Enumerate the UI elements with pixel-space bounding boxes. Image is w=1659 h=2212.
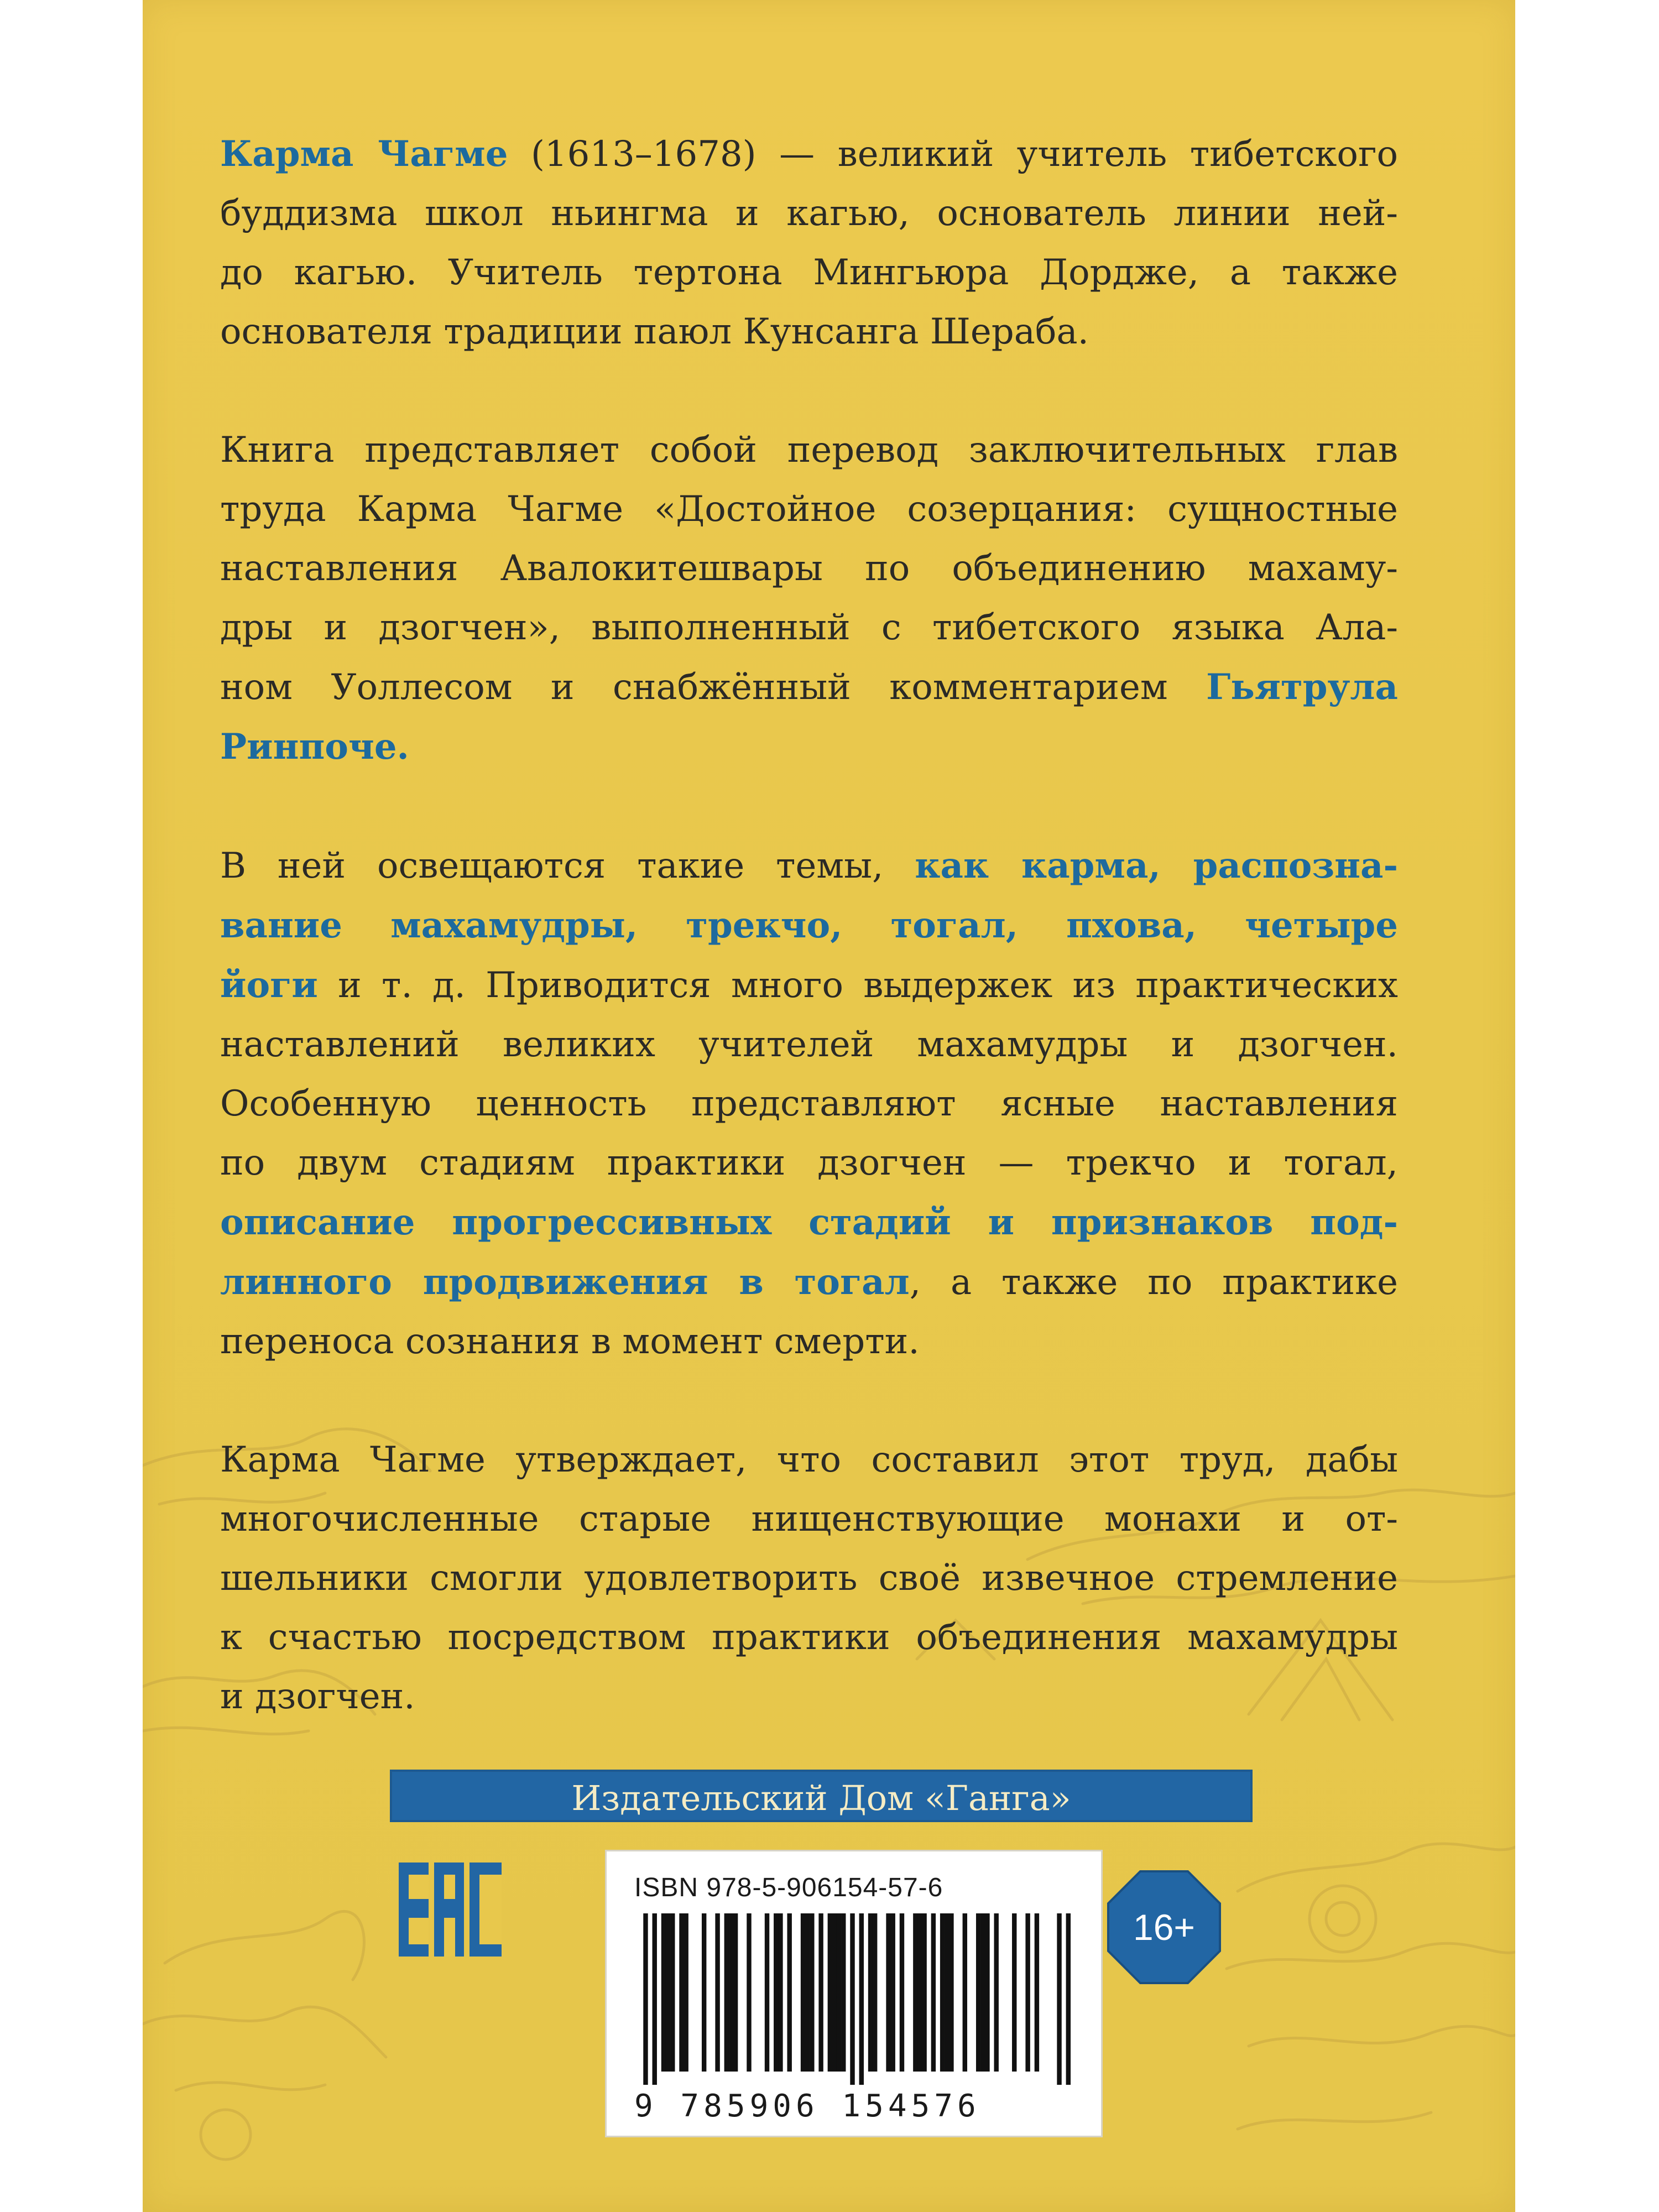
barcode-bar bbox=[890, 1913, 895, 2072]
text-segment: ном Уоллесом и снабжённый комментарием bbox=[220, 667, 1207, 708]
text-line bbox=[220, 302, 1398, 362]
barcode-bar bbox=[931, 1913, 936, 2072]
barcode-bar bbox=[729, 1913, 733, 2072]
text-line bbox=[220, 539, 1398, 598]
text-line bbox=[220, 836, 1398, 896]
text-line bbox=[220, 1431, 1398, 1490]
barcode-bar bbox=[900, 1913, 904, 2072]
text-segment: переноса сознания в момент смерти. bbox=[220, 1321, 920, 1362]
barcode-bar bbox=[679, 1913, 684, 2072]
text-segment: дры и дзогчен», выполненный с тибетского языка Ала- bbox=[220, 607, 1398, 648]
barcode-bar bbox=[985, 1913, 989, 2072]
text-line bbox=[220, 480, 1398, 539]
text-line bbox=[220, 421, 1398, 480]
text-line bbox=[220, 658, 1398, 717]
barcode-bar bbox=[873, 1913, 877, 2072]
highlighted-text: Гьятрула bbox=[1206, 666, 1398, 708]
barcode-bar bbox=[837, 1913, 841, 2072]
text-segment: наставлений великих учителей махамудры и дзогчен. bbox=[220, 1024, 1398, 1065]
barcode-bar bbox=[976, 1913, 980, 2072]
barcode-bar bbox=[994, 1913, 999, 2072]
paragraph bbox=[220, 421, 1398, 777]
barcode-bar bbox=[666, 1913, 670, 2072]
barcode-bar bbox=[828, 1913, 832, 2072]
barcode-bar bbox=[702, 1913, 706, 2072]
barcode-bar bbox=[787, 1913, 791, 2072]
barcode-bar bbox=[661, 1913, 666, 2072]
text-line bbox=[220, 1253, 1398, 1312]
text-segment: наставления Авалокитешвары по объединению махаму- bbox=[220, 548, 1398, 589]
barcode-bar bbox=[1057, 1913, 1061, 2085]
text-line bbox=[220, 1608, 1398, 1667]
eac-mark-icon bbox=[394, 1858, 505, 1960]
publisher-banner: Издательский Дом «Ганга» bbox=[390, 1770, 1253, 1822]
barcode-bar bbox=[818, 1913, 823, 2072]
text-line bbox=[220, 1015, 1398, 1074]
highlighted-text: как карма, распозна- bbox=[915, 845, 1399, 886]
text-segment: (1613–1678) — великий учитель тибетского bbox=[508, 134, 1398, 175]
barcode-bar bbox=[1025, 1913, 1030, 2072]
text-line bbox=[220, 717, 1398, 777]
description-text bbox=[220, 124, 1398, 1786]
barcode-bar bbox=[805, 1913, 810, 2072]
barcode-bar bbox=[765, 1913, 769, 2072]
text-segment: Особенную ценность представляют ясные наставления bbox=[220, 1083, 1398, 1124]
text-segment: Книга представляет собой перевод заключительных глав bbox=[220, 430, 1398, 471]
barcode-bar bbox=[832, 1913, 837, 2072]
text-segment: , а также по практике bbox=[909, 1262, 1399, 1303]
barcode-bar bbox=[940, 1913, 945, 2072]
highlighted-text: вание махамудры, трекчо, тогал, пхова, четыре bbox=[220, 905, 1398, 946]
text-line bbox=[220, 1074, 1398, 1134]
text-segment: и дзогчен. bbox=[220, 1676, 415, 1717]
text-segment: буддизма школ ньингма и кагью, основатель линии ней- bbox=[220, 193, 1398, 234]
barcode-bar bbox=[774, 1913, 778, 2072]
barcode-bar bbox=[670, 1913, 675, 2072]
text-line bbox=[220, 1134, 1398, 1193]
barcode-bar bbox=[1012, 1913, 1016, 2072]
text-segment: Карма Чагме утверждает, что составил этот труд, дабы bbox=[220, 1439, 1398, 1480]
paragraph bbox=[220, 1431, 1398, 1726]
highlighted-text: описание прогрессивных стадий и признаков под- bbox=[220, 1202, 1398, 1243]
barcode-bar bbox=[715, 1913, 719, 2072]
highlighted-text: Ринпоче. bbox=[220, 726, 409, 768]
barcode-bar bbox=[917, 1913, 922, 2072]
barcode-bar bbox=[913, 1913, 917, 2072]
barcode-bar bbox=[724, 1913, 729, 2072]
barcode-bar bbox=[841, 1913, 846, 2072]
paragraph bbox=[220, 124, 1398, 362]
highlighted-text: Карма Чагме bbox=[220, 133, 508, 175]
text-line bbox=[220, 1549, 1398, 1608]
barcode-bar bbox=[980, 1913, 985, 2072]
text-line bbox=[220, 1667, 1398, 1726]
age-rating-badge bbox=[1106, 1869, 1222, 1985]
text-line bbox=[220, 956, 1398, 1015]
barcode-bar bbox=[963, 1913, 967, 2072]
text-line bbox=[220, 124, 1398, 184]
barcode-bar bbox=[810, 1913, 814, 2072]
text-segment: труда Карма Чагме «Достойное созерцания: сущностные bbox=[220, 489, 1398, 530]
barcode-bar bbox=[778, 1913, 782, 2072]
text-line bbox=[220, 1490, 1398, 1549]
text-line bbox=[220, 896, 1398, 956]
barcode-bar bbox=[801, 1913, 805, 2072]
paragraph bbox=[220, 836, 1398, 1371]
highlighted-text: йоги bbox=[220, 964, 318, 1006]
text-segment: по двум стадиям практики дзогчен — трекчо и тогал, bbox=[220, 1142, 1398, 1183]
text-segment: и т. д. Приводится много выдержек из практических bbox=[317, 965, 1398, 1006]
cover-panel bbox=[143, 0, 1515, 2212]
text-line bbox=[220, 598, 1398, 658]
text-segment: В ней освещаются такие темы, bbox=[220, 846, 915, 886]
isbn-barcode-box bbox=[605, 1850, 1103, 2137]
age-rating-label: 16+ bbox=[1133, 1907, 1195, 1948]
isbn-number: ISBN 978-5-906154-57-6 bbox=[634, 1873, 943, 1902]
barcode-icon bbox=[634, 1913, 1079, 2085]
barcode-bar bbox=[945, 1913, 949, 2072]
text-segment: многочисленные старые нищенствующие монахи и от- bbox=[220, 1499, 1398, 1540]
barcode-bar bbox=[1066, 1913, 1071, 2085]
text-segment: к счастью посредством практики объединения махамудры bbox=[220, 1617, 1398, 1658]
barcode-bar bbox=[850, 1913, 854, 2085]
barcode-digits: 9 785906 154576 bbox=[634, 2088, 980, 2124]
text-segment: шельники смогли удовлетворить своё извечное стремление bbox=[220, 1558, 1398, 1599]
text-segment: основателя традиции паюл Кунсанга Шераба. bbox=[220, 311, 1089, 352]
barcode-bar bbox=[949, 1913, 953, 2072]
highlighted-text: линного продвижения в тогал bbox=[220, 1261, 910, 1303]
barcode-bar bbox=[859, 1913, 864, 2085]
barcode-bar bbox=[868, 1913, 873, 2072]
text-line bbox=[220, 184, 1398, 243]
barcode-bar bbox=[643, 1913, 648, 2085]
barcode-bar bbox=[684, 1913, 688, 2072]
barcode-bar bbox=[653, 1913, 657, 2085]
barcode-bar bbox=[1035, 1913, 1039, 2072]
text-segment: до кагью. Учитель тертона Мингьюра Дордже, а также bbox=[220, 252, 1398, 293]
barcode-bar bbox=[747, 1913, 751, 2072]
barcode-bar bbox=[733, 1913, 738, 2072]
barcode-bar bbox=[922, 1913, 926, 2072]
text-line bbox=[220, 1312, 1398, 1371]
text-line bbox=[220, 243, 1398, 302]
barcode-bar bbox=[886, 1913, 890, 2072]
text-line bbox=[220, 1193, 1398, 1253]
